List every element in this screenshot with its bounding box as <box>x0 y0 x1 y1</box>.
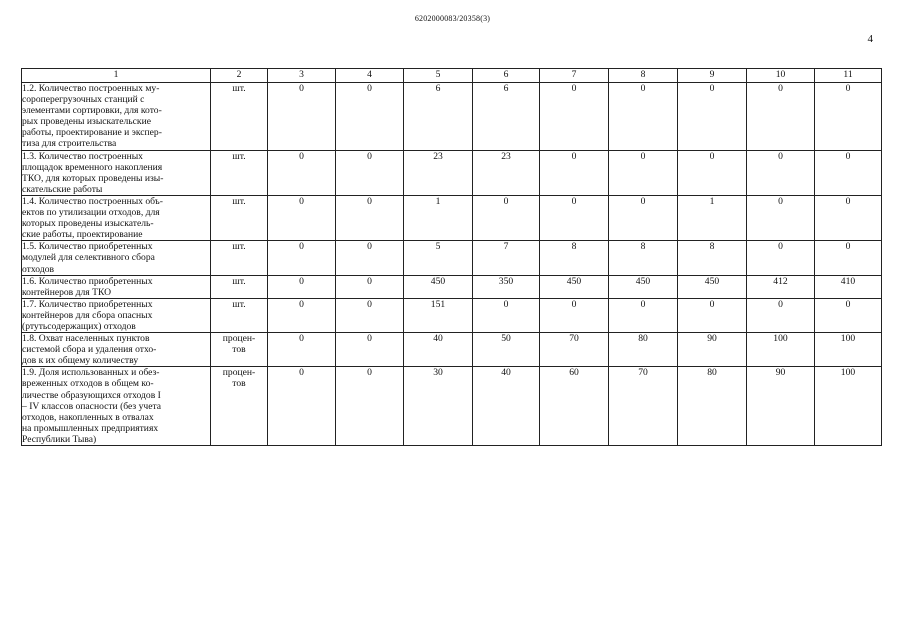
table-row <box>22 150 882 195</box>
value-cell: 0 <box>815 83 882 151</box>
value-cell: 0 <box>268 298 336 332</box>
unit-of-measure: шт. <box>211 83 268 151</box>
value-cell: 8 <box>678 241 747 275</box>
unit-of-measure: шт. <box>211 150 268 195</box>
value-cell: 0 <box>268 150 336 195</box>
unit-of-measure: процен- тов <box>211 333 268 367</box>
value-cell: 0 <box>678 298 747 332</box>
value-cell: 1 <box>404 195 473 240</box>
value-cell: 151 <box>404 298 473 332</box>
table-row <box>22 195 882 240</box>
value-cell: 0 <box>268 275 336 298</box>
indicator-name: 1.4. Количество построенных объ- ектов по утилизации отходов, для которых проведены изыскатель- ские работы, проектирование <box>22 195 211 240</box>
table-row <box>22 241 882 275</box>
value-cell: 450 <box>540 275 609 298</box>
column-header: 10 <box>747 69 815 83</box>
table-row <box>22 333 882 367</box>
value-cell: 8 <box>609 241 678 275</box>
table-row <box>22 275 882 298</box>
unit-of-measure: шт. <box>211 241 268 275</box>
column-header: 1 <box>22 69 211 83</box>
value-cell: 0 <box>336 150 404 195</box>
value-cell: 0 <box>747 241 815 275</box>
value-cell: 0 <box>336 195 404 240</box>
value-cell: 0 <box>747 195 815 240</box>
value-cell: 0 <box>336 241 404 275</box>
unit-of-measure: шт. <box>211 298 268 332</box>
value-cell: 0 <box>815 241 882 275</box>
value-cell: 410 <box>815 275 882 298</box>
value-cell: 70 <box>609 367 678 446</box>
column-header: 11 <box>815 69 882 83</box>
value-cell: 23 <box>473 150 540 195</box>
value-cell: 90 <box>678 333 747 367</box>
value-cell: 0 <box>268 241 336 275</box>
value-cell: 0 <box>609 150 678 195</box>
value-cell: 23 <box>404 150 473 195</box>
value-cell: 1 <box>678 195 747 240</box>
value-cell: 0 <box>540 298 609 332</box>
value-cell: 0 <box>609 83 678 151</box>
value-cell: 50 <box>473 333 540 367</box>
value-cell: 40 <box>473 367 540 446</box>
value-cell: 450 <box>404 275 473 298</box>
value-cell: 0 <box>678 83 747 151</box>
value-cell: 0 <box>473 298 540 332</box>
value-cell: 0 <box>815 195 882 240</box>
value-cell: 0 <box>815 150 882 195</box>
value-cell: 100 <box>815 367 882 446</box>
table-body <box>22 83 882 446</box>
value-cell: 100 <box>815 333 882 367</box>
value-cell: 0 <box>747 298 815 332</box>
table-row <box>22 83 882 151</box>
indicator-name: 1.9. Доля использованных и обез- вреженных отходов в общем ко- личестве образующихся отходов I – IV классов опасности (без учета отходов, накопленных в отвалах на промышленных предприятиях Республики Тыва) <box>22 367 211 446</box>
value-cell: 0 <box>336 275 404 298</box>
column-header: 7 <box>540 69 609 83</box>
value-cell: 0 <box>268 83 336 151</box>
unit-of-measure: шт. <box>211 195 268 240</box>
value-cell: 0 <box>609 298 678 332</box>
indicators-table <box>21 68 882 446</box>
indicator-name: 1.5. Количество приобретенных модулей для селективного сбора отходов <box>22 241 211 275</box>
value-cell: 0 <box>336 367 404 446</box>
indicator-name: 1.2. Количество построенных му- сороперегрузочных станций с элементами сортировки, для кото- рых проведены изыскательские работы, проектирование и экспер- тиза для строительства <box>22 83 211 151</box>
table-row <box>22 298 882 332</box>
value-cell: 0 <box>336 83 404 151</box>
value-cell: 6 <box>404 83 473 151</box>
unit-of-measure: шт. <box>211 275 268 298</box>
value-cell: 0 <box>815 298 882 332</box>
value-cell: 60 <box>540 367 609 446</box>
column-number-row <box>22 69 882 83</box>
value-cell: 40 <box>404 333 473 367</box>
value-cell: 7 <box>473 241 540 275</box>
value-cell: 80 <box>678 367 747 446</box>
value-cell: 412 <box>747 275 815 298</box>
column-header: 3 <box>268 69 336 83</box>
value-cell: 0 <box>268 333 336 367</box>
value-cell: 0 <box>473 195 540 240</box>
value-cell: 450 <box>609 275 678 298</box>
indicator-name: 1.6. Количество приобретенных контейнеров для ТКО <box>22 275 211 298</box>
value-cell: 0 <box>268 195 336 240</box>
value-cell: 0 <box>609 195 678 240</box>
value-cell: 0 <box>540 150 609 195</box>
value-cell: 80 <box>609 333 678 367</box>
table-header <box>22 69 882 83</box>
value-cell: 450 <box>678 275 747 298</box>
value-cell: 0 <box>678 150 747 195</box>
value-cell: 0 <box>540 195 609 240</box>
value-cell: 90 <box>747 367 815 446</box>
value-cell: 0 <box>268 367 336 446</box>
column-header: 5 <box>404 69 473 83</box>
column-header: 2 <box>211 69 268 83</box>
value-cell: 0 <box>540 83 609 151</box>
value-cell: 0 <box>747 150 815 195</box>
value-cell: 8 <box>540 241 609 275</box>
column-header: 6 <box>473 69 540 83</box>
value-cell: 0 <box>336 298 404 332</box>
indicator-name: 1.3. Количество построенных площадок временного накопления ТКО, для которых проведены изы- скательские работы <box>22 150 211 195</box>
column-header: 4 <box>336 69 404 83</box>
value-cell: 30 <box>404 367 473 446</box>
page-number: 4 <box>867 33 873 45</box>
value-cell: 350 <box>473 275 540 298</box>
document-registration-number: 6202000083/20358(3) <box>414 14 491 23</box>
column-header: 8 <box>609 69 678 83</box>
table-row <box>22 367 882 446</box>
column-header: 9 <box>678 69 747 83</box>
indicator-name: 1.8. Охват населенных пунктов системой сбора и удаления отхо- дов к их общему количеству <box>22 333 211 367</box>
value-cell: 0 <box>336 333 404 367</box>
value-cell: 0 <box>747 83 815 151</box>
value-cell: 70 <box>540 333 609 367</box>
unit-of-measure: процен- тов <box>211 367 268 446</box>
indicator-name: 1.7. Количество приобретенных контейнеров для сбора опасных (ртутьсодержащих) отходов <box>22 298 211 332</box>
value-cell: 6 <box>473 83 540 151</box>
value-cell: 5 <box>404 241 473 275</box>
value-cell: 100 <box>747 333 815 367</box>
